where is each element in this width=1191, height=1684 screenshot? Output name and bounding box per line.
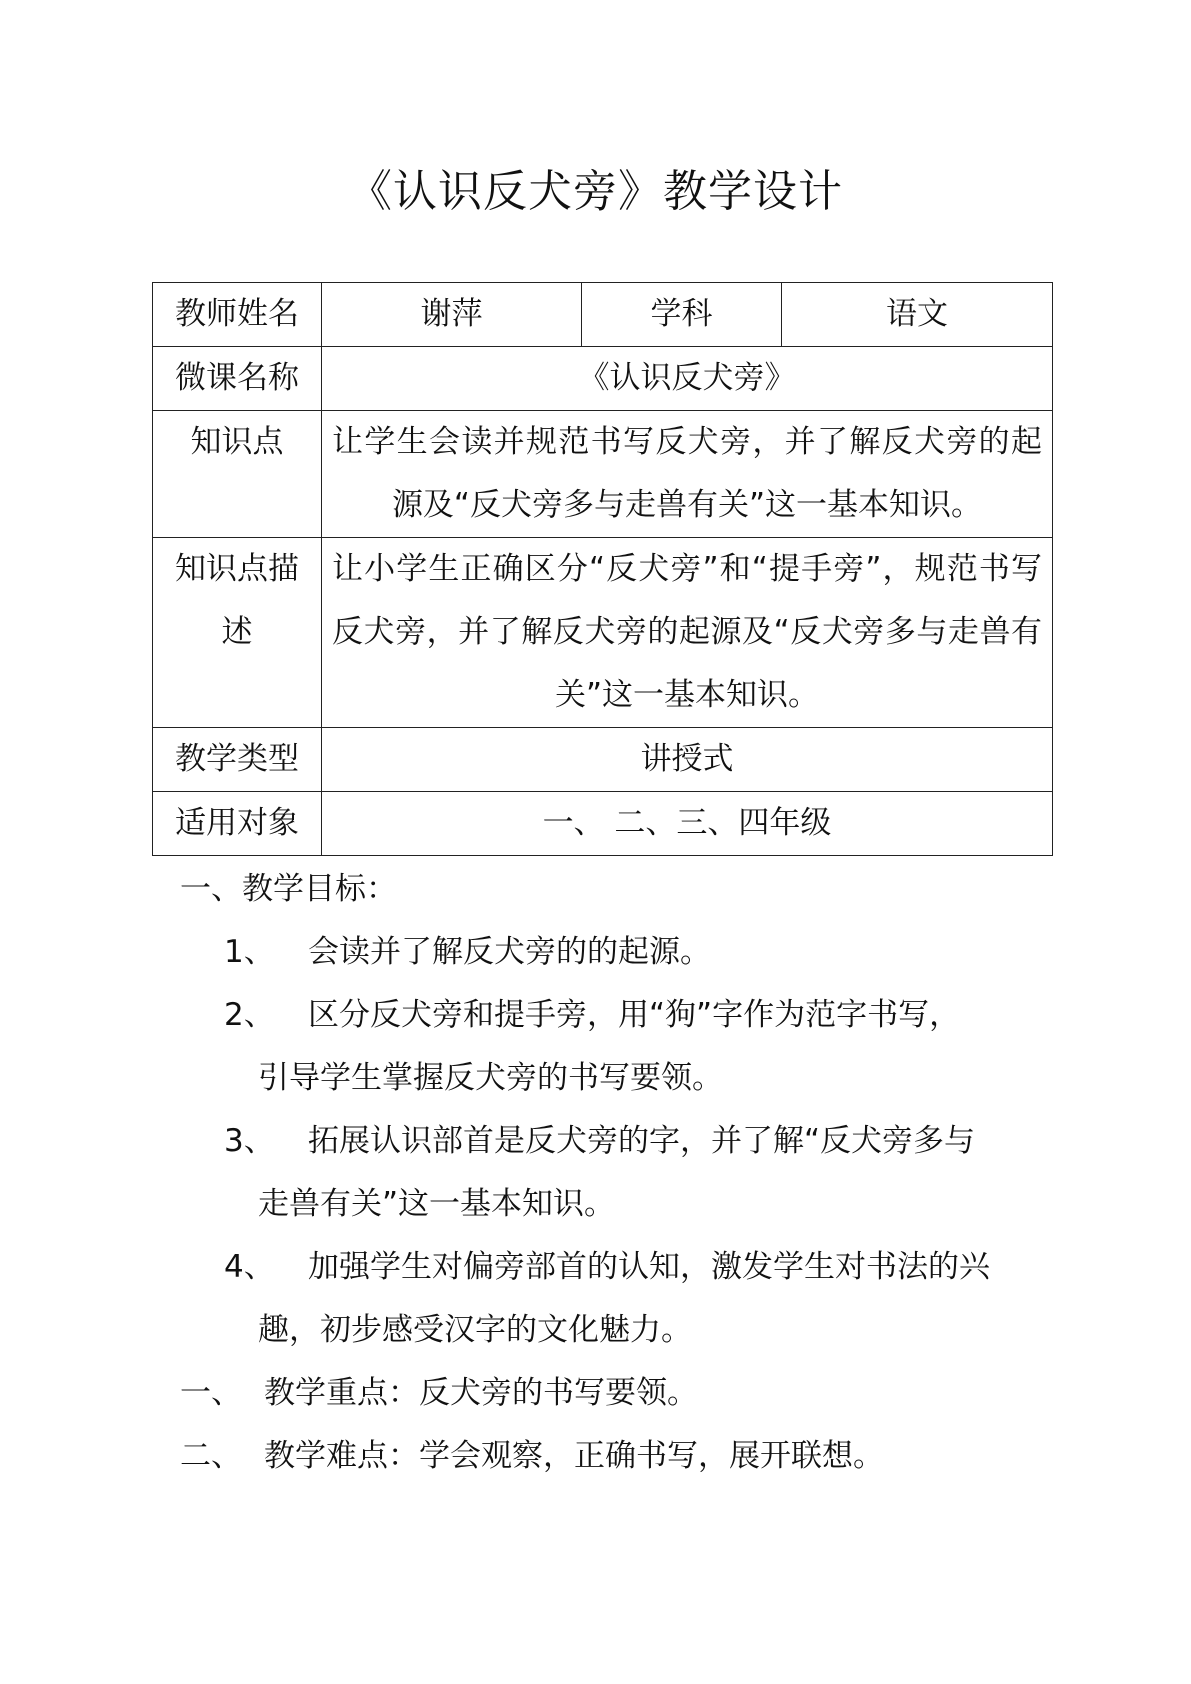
subject-label: 学科 (582, 283, 782, 347)
goal-number: 2、 (224, 997, 275, 1033)
goal-text-continued: 走兽有关”这一基本知识。 (258, 1186, 616, 1222)
lesson-info-table (152, 282, 1053, 856)
teacher-label: 教师姓名 (153, 283, 322, 347)
subject-value: 语文 (782, 283, 1053, 347)
teacher-value: 谢萍 (322, 283, 582, 347)
audience-value: 一、 二、三、四年级 (322, 792, 1053, 856)
goal-item (0, 1110, 1191, 1173)
knowledge-value: 让学生会读并规范书写反犬旁，并了解反犬旁的起源及“反犬旁多与走兽有关”这一基本知识。 (322, 411, 1053, 538)
type-label: 教学类型 (153, 728, 322, 792)
table-row-audience (153, 792, 1053, 856)
goals-heading: 一、教学目标： (180, 871, 397, 907)
table-row-teacher (153, 283, 1053, 347)
table-row-course (153, 347, 1053, 411)
goal-item (0, 1236, 1191, 1299)
description-value: 让小学生正确区分“反犬旁”和“提手旁”，规范书写反犬旁，并了解反犬旁的起源及“反犬旁多与走兽有关”这一基本知识。 (322, 538, 1053, 728)
key-point-number: 一、 (180, 1375, 242, 1411)
page-title: 《认识反犬旁》教学设计 (348, 166, 843, 217)
lesson-body (0, 858, 1191, 1488)
goal-number: 4、 (224, 1249, 275, 1285)
goal-number: 1、 (224, 934, 275, 970)
table-row-description (153, 538, 1053, 728)
goal-item (0, 921, 1191, 984)
difficulty-text: 教学难点：学会观察，正确书写，展开联想。 (264, 1438, 884, 1474)
goal-text: 拓展认识部首是反犬旁的字，并了解“反犬旁多与 (308, 1123, 976, 1159)
table-row-knowledge (153, 411, 1053, 538)
goal-text-continued: 引导学生掌握反犬旁的书写要领。 (258, 1060, 723, 1096)
knowledge-label: 知识点 (153, 411, 322, 538)
goal-text: 会读并了解反犬旁的的起源。 (308, 934, 711, 970)
type-value: 讲授式 (322, 728, 1053, 792)
goal-text: 区分反犬旁和提手旁，用“狗”字作为范字书写， (308, 997, 961, 1033)
goal-text: 加强学生对偏旁部首的认知，激发学生对书法的兴 (308, 1249, 990, 1285)
course-value: 《认识反犬旁》 (322, 347, 1053, 411)
goal-text-continued: 趣，初步感受汉字的文化魅力。 (258, 1312, 692, 1348)
description-label: 知识点描述 (153, 538, 322, 728)
key-point (0, 1362, 1191, 1425)
key-point-text: 教学重点：反犬旁的书写要领。 (264, 1375, 698, 1411)
audience-label: 适用对象 (153, 792, 322, 856)
goal-item (0, 984, 1191, 1047)
course-label: 微课名称 (153, 347, 322, 411)
goal-number: 3、 (224, 1123, 275, 1159)
table-row-type (153, 728, 1053, 792)
difficulty-point (0, 1425, 1191, 1488)
difficulty-number: 二、 (180, 1438, 242, 1474)
